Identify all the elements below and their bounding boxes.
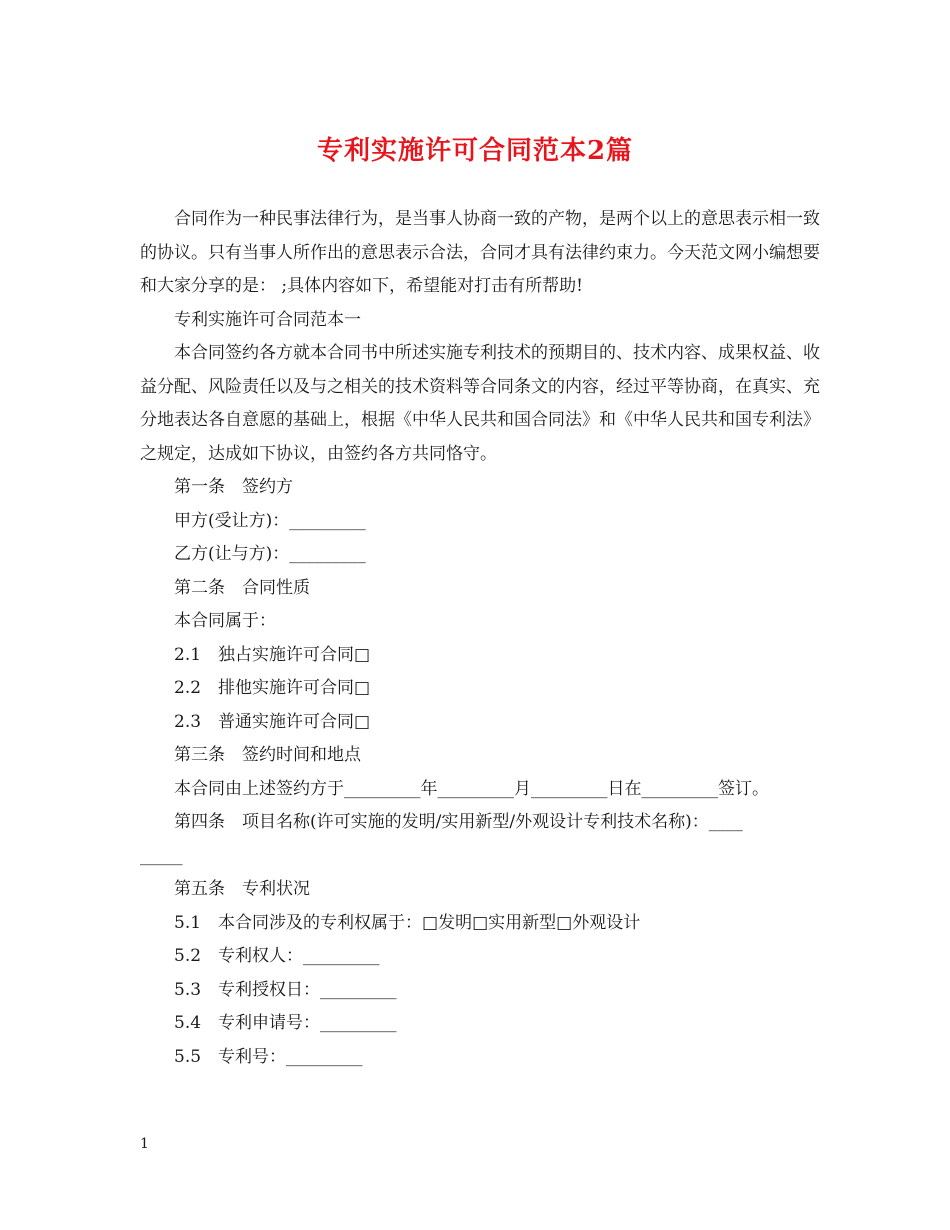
option-2-3: 2.3 普通实施许可合同□: [174, 711, 371, 732]
preamble-paragraph: 本合同签约各方就本合同书中所述实施专利技术的预期目的、技术内容、成果权益、收益分配、风险责任以及与之相关的技术资料等合同条文的内容，经过平等协商，在真实、充分地表达各自意愿的基础上，根据《中华人民共和国合同法》和《中华人民共和国专利法》之规定，达成如下协议，由签约各方共同恪守。: [140, 343, 820, 464]
patent-type-line: 5.1 本合同涉及的专利权属于：□发明□实用新型□外观设计: [174, 912, 641, 933]
clause-1-heading: 第一条 签约方: [174, 477, 293, 497]
clause-4-continuation: _____: [140, 845, 183, 866]
clause-2-heading: 第二条 合同性质: [174, 577, 310, 598]
option-2-1: 2.1 独占实施许可合同□: [174, 644, 371, 665]
party-b-line: 乙方(让与方)：_________: [174, 544, 366, 564]
contract-type-line: 本合同属于：: [174, 611, 276, 631]
application-number-line: 5.4 专利申请号：_________: [174, 1013, 397, 1033]
grant-date-line: 5.3 专利授权日：_________: [174, 979, 397, 1000]
sample-heading: 专利实施许可合同范本一: [174, 309, 361, 330]
page-number: 1: [140, 1136, 149, 1152]
document-title: 专利实施许可合同范本2篇: [316, 136, 634, 166]
signing-date-line: 本合同由上述签约方于_________年_________月_________日在_________签订。: [174, 778, 769, 799]
clause-3-heading: 第三条 签约时间和地点: [174, 745, 361, 765]
document-body: [140, 203, 820, 1074]
clause-5-heading: 第五条 专利状况: [174, 879, 310, 899]
patent-number-line: 5.5 专利号：_________: [174, 1046, 363, 1067]
party-a-line: 甲方(受让方)：_________: [174, 510, 366, 531]
option-2-2: 2.2 排他实施许可合同□: [174, 678, 371, 698]
clause-4-heading: 第四条 项目名称(许可实施的发明/实用新型/外观设计专利技术名称)：____: [174, 812, 743, 832]
intro-paragraph: 合同作为一种民事法律行为，是当事人协商一致的产物，是两个以上的意思表示相一致的协议。只有当事人所作出的意思表示合法，合同才具有法律约束力。今天范文网小编想要和大家分享的是： ;具体内容如下，希望能对打击有所帮助!: [140, 209, 820, 296]
patentee-line: 5.2 专利权人：_________: [174, 946, 380, 966]
